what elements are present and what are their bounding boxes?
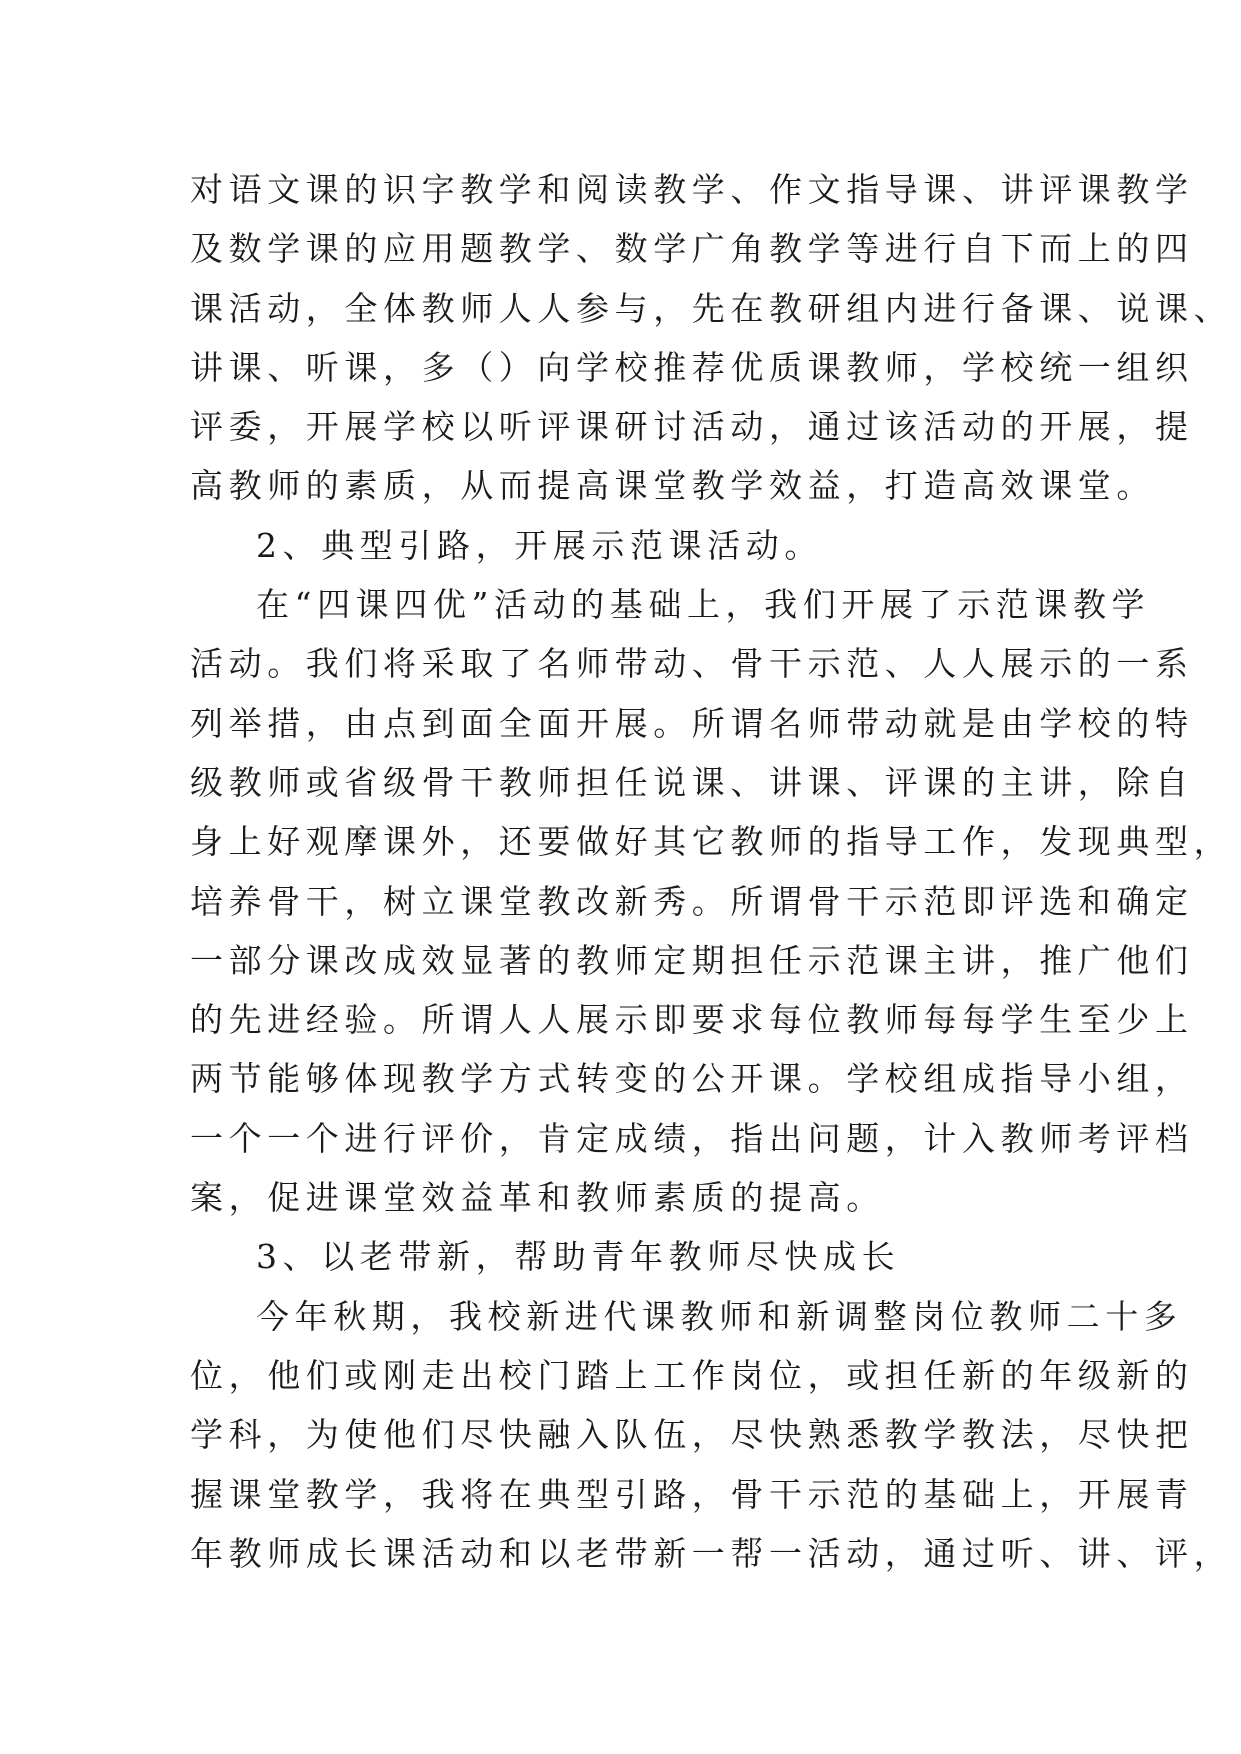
body-text <box>190 160 1233 1583</box>
text-line: 学科，为使他们尽快融入队伍，尽快熟悉教学教法，尽快把 <box>190 1415 1194 1455</box>
text-line: 位，他们或刚走出校门踏上工作岗位，或担任新的年级新的 <box>190 1355 1194 1395</box>
paragraph-first-line: 在“四课四优”活动的基础上，我们开展了示范课教学 <box>256 585 1151 625</box>
text-line: 一个一个进行评价，肯定成绩，指出问题，计入教师考评档 <box>190 1118 1194 1158</box>
text-line: 身上好观摩课外，还要做好其它教师的指导工作，发现典型， <box>190 822 1233 862</box>
text-line: 列举措，由点到面全面开展。所谓名师带动就是由学校的特 <box>190 703 1194 743</box>
text-line: 的先进经验。所谓人人展示即要求每位教师每每学生至少上 <box>190 1000 1194 1040</box>
paragraph-first-line: 今年秋期，我校新进代课教师和新调整岗位教师二十多 <box>256 1296 1183 1336</box>
text-line: 评委，开展学校以听评课研讨活动，通过该活动的开展，提 <box>190 407 1194 447</box>
text-line: 活动。我们将采取了名师带动、骨干示范、人人展示的一系 <box>190 644 1194 684</box>
text-line: 课活动，全体教师人人参与，先在教研组内进行备课、说课、 <box>190 288 1233 328</box>
text-line: 案，促进课堂效益革和教师素质的提高。 <box>190 1178 885 1218</box>
text-line: 对语文课的识字教学和阅读教学、作文指导课、讲评课教学 <box>190 170 1194 209</box>
text-line: 培养骨干，树立课堂教改新秀。所谓骨干示范即评选和确定 <box>190 881 1194 921</box>
text-line: 讲课、听课，多（）向学校推荐优质课教师，学校统一组织 <box>190 347 1194 387</box>
paragraph-first-line: 2、典型引路，开展示范课活动。 <box>256 525 823 565</box>
text-line: 级教师或省级骨干教师担任说课、讲课、评课的主讲，除自 <box>190 762 1194 802</box>
text-line: 高教师的素质，从而提高课堂教学效益，打造高效课堂。 <box>190 466 1155 506</box>
text-line: 及数学课的应用题教学、数学广角教学等进行自下而上的四 <box>190 229 1194 269</box>
text-line: 握课堂教学，我将在典型引路，骨干示范的基础上，开展青 <box>190 1474 1194 1514</box>
text-line: 年教师成长课活动和以老带新一帮一活动，通过听、讲、评， <box>190 1533 1233 1573</box>
paragraph-first-line: 3、以老带新，帮助青年教师尽快成长 <box>256 1237 901 1277</box>
text-line: 一部分课改成效显著的教师定期担任示范课主讲，推广他们 <box>190 940 1194 980</box>
text-line: 两节能够体现教学方式转变的公开课。学校组成指导小组， <box>190 1059 1194 1099</box>
